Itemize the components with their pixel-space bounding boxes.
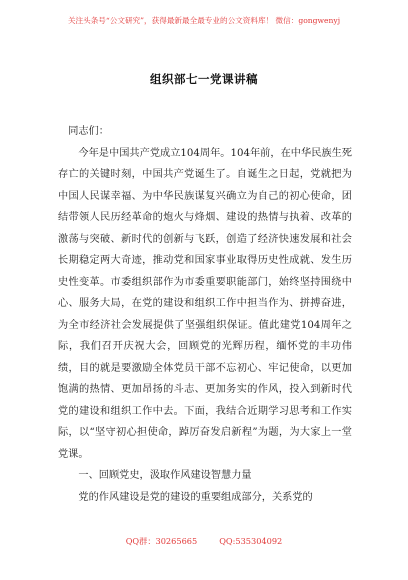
- qq-contact-number: QQ:535304092: [219, 536, 283, 546]
- promo-banner: 关注头条号“公文研究”，获得最新最全最专业的公文资料库！ 微信：gongwenyj: [67, 16, 341, 25]
- qq-group-number: QQ群：30265665: [125, 536, 198, 546]
- section-heading-1: 一、回顾党史，汲取作风建设智慧力量: [78, 470, 252, 481]
- paragraph-section-1: 党的作风建设是党的建设的重要组成部分，关系党的: [78, 491, 313, 503]
- salutation: 同志们：: [68, 126, 109, 137]
- paragraph-intro: 今年是中国共产党成立104周年。104年前，在中华民族生死存亡的关键时刻，中国共产党诞生了。自诞生之日起，党就把为中国人民谋幸福、为中华民族谋复兴确立为自己的初心使命，团结带领人民历经革命的炮火与烽烟、建设的热情与执着、改革的激荡与突破、新时代的创新与飞跃，创造了经济快速发展和社会长期稳定两大奇迹，推动党和国家事业取得历史性成就、发生历史性变革。市委组织部作为市委重要职能部门，始终坚持围绕中心、服务大局，在党的建设和组织工作中担当作为、拼搏奋进，为全市经济社会发展提供了坚强组织保证。值此建党104周年之际，我们召开庆祝大会，回顾党的光辉历程，缅怀党的丰功伟绩，目的就是要激励全体党员干部不忘初心、牢记使命，以更加饱满的热情、更加昂扬的斗志、更加务实的作风，投入到新时代党的建设和组织工作中去。下面，我结合近期学习思考和工作实际，以“坚守初心担使命，踔厉奋发启新程”为题，为大家上一堂党课。: [58, 147, 352, 460]
- document-title: 组织部七一党课讲稿: [150, 72, 258, 86]
- contact-footer: [0, 534, 408, 548]
- document-body: [58, 121, 352, 508]
